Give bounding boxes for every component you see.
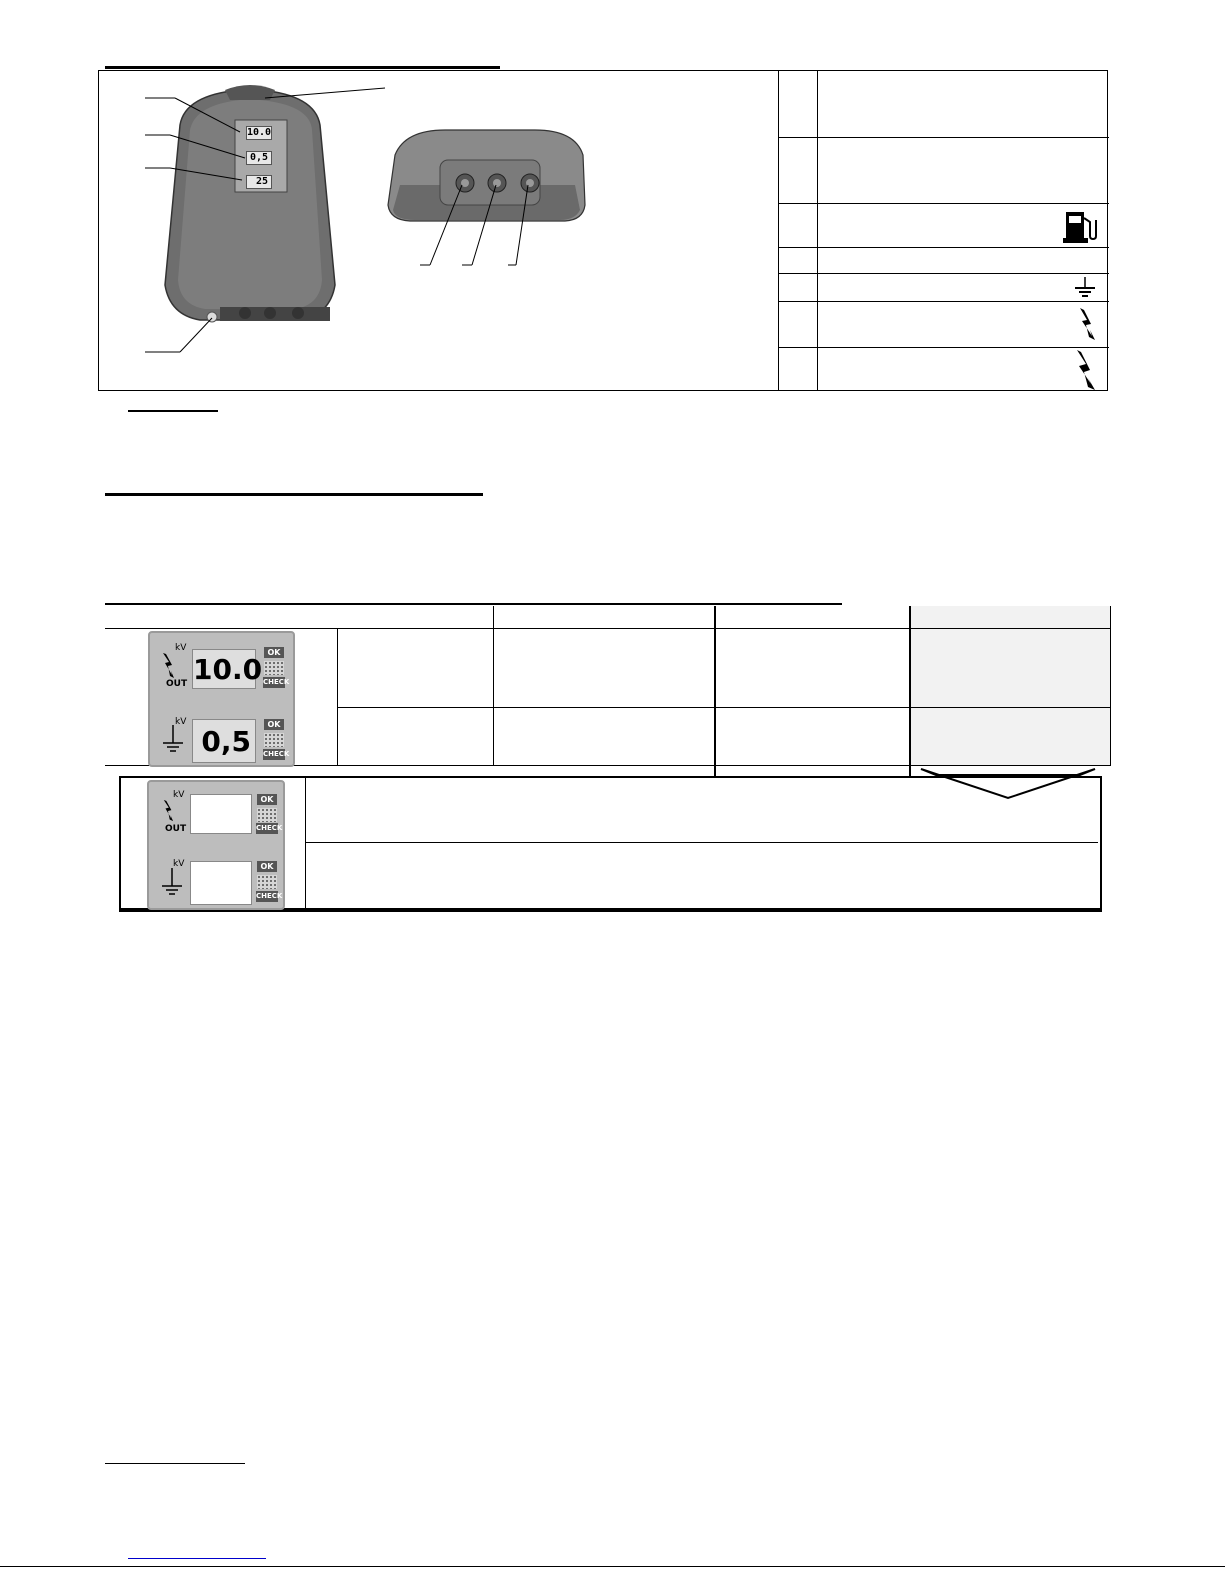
status-grid-indicator <box>257 875 277 889</box>
lightning-icon <box>161 800 175 822</box>
table-shaded-column <box>911 606 1111 766</box>
ok-indicator: OK <box>264 647 284 658</box>
legend-row-1 <box>779 70 1109 138</box>
caption-underline <box>128 410 218 412</box>
status-grid-indicator <box>257 808 277 822</box>
error-box-row-divider <box>305 842 1098 843</box>
table-row-divider <box>337 707 1111 708</box>
out-label: OUT <box>165 824 187 834</box>
output-voltage-display: 10.0 <box>192 649 256 689</box>
status-grid-indicator <box>264 661 284 675</box>
kv-label-output: kV <box>175 643 187 653</box>
legend-table <box>778 70 1108 391</box>
legend-row-6 <box>779 302 1109 348</box>
ground-icon <box>161 868 183 898</box>
fuel-icon <box>1063 208 1097 244</box>
lightning-big-icon <box>1071 350 1097 392</box>
section2-heading-underline <box>105 493 483 496</box>
legend-number-cell <box>779 204 818 247</box>
legend-row-4 <box>779 248 1109 274</box>
footer-link-underline[interactable] <box>128 1558 266 1559</box>
legend-number-cell <box>779 302 818 347</box>
legend-row-3 <box>779 204 1109 248</box>
device-lcd-1: 10.0 <box>247 127 272 138</box>
check-indicator: CHECK <box>256 892 283 900</box>
table-col-divider-1 <box>337 629 338 766</box>
legend-number-cell <box>779 348 818 391</box>
legend-number-cell <box>779 138 818 203</box>
legend-number-cell <box>779 70 818 137</box>
ok-indicator: OK <box>257 794 277 805</box>
section1-heading-underline <box>105 66 500 69</box>
device-lcd-2: 0,5 <box>246 151 272 165</box>
table-col-divider-4 <box>909 606 911 776</box>
kv-label-output: kV <box>173 790 185 800</box>
status-grid-indicator <box>264 733 284 747</box>
device-lcd-3: 25 <box>246 175 272 189</box>
footnote-separator <box>105 1463 245 1464</box>
lightning-icon <box>160 653 176 679</box>
table-header-line <box>105 628 1111 629</box>
display-panel-top <box>148 631 295 767</box>
lightning-icon <box>1075 308 1097 342</box>
display-panel-bottom <box>147 780 285 910</box>
check-indicator: CHECK <box>256 824 283 832</box>
legend-row-7 <box>779 348 1109 391</box>
table-col-divider-3 <box>714 606 716 776</box>
ok-indicator: OK <box>257 861 277 872</box>
ground-voltage-display: 0,5 <box>192 719 256 763</box>
table-right-edge <box>1110 606 1111 766</box>
out-label: OUT <box>166 679 188 689</box>
error-box-col-divider <box>305 778 306 908</box>
ground-voltage-display-blank <box>190 861 252 905</box>
callout-lines-front <box>140 80 400 360</box>
footer-rule <box>0 1566 1225 1567</box>
table-heading-underline <box>105 603 842 605</box>
table-col-divider-2 <box>493 606 494 766</box>
ground-icon <box>162 725 184 755</box>
check-indicator: CHECK <box>263 750 290 758</box>
callout-lines-bottom <box>410 175 530 270</box>
legend-row-2 <box>779 138 1109 204</box>
kv-label-ground: kV <box>173 859 185 869</box>
legend-number-cell <box>779 274 818 301</box>
ok-indicator: OK <box>264 719 284 730</box>
ground-icon <box>1073 276 1097 300</box>
legend-row-5 <box>779 274 1109 302</box>
output-voltage-display-blank <box>190 794 252 834</box>
check-indicator: CHECK <box>263 678 290 686</box>
kv-label-ground: kV <box>175 717 187 727</box>
legend-number-cell <box>779 248 818 273</box>
